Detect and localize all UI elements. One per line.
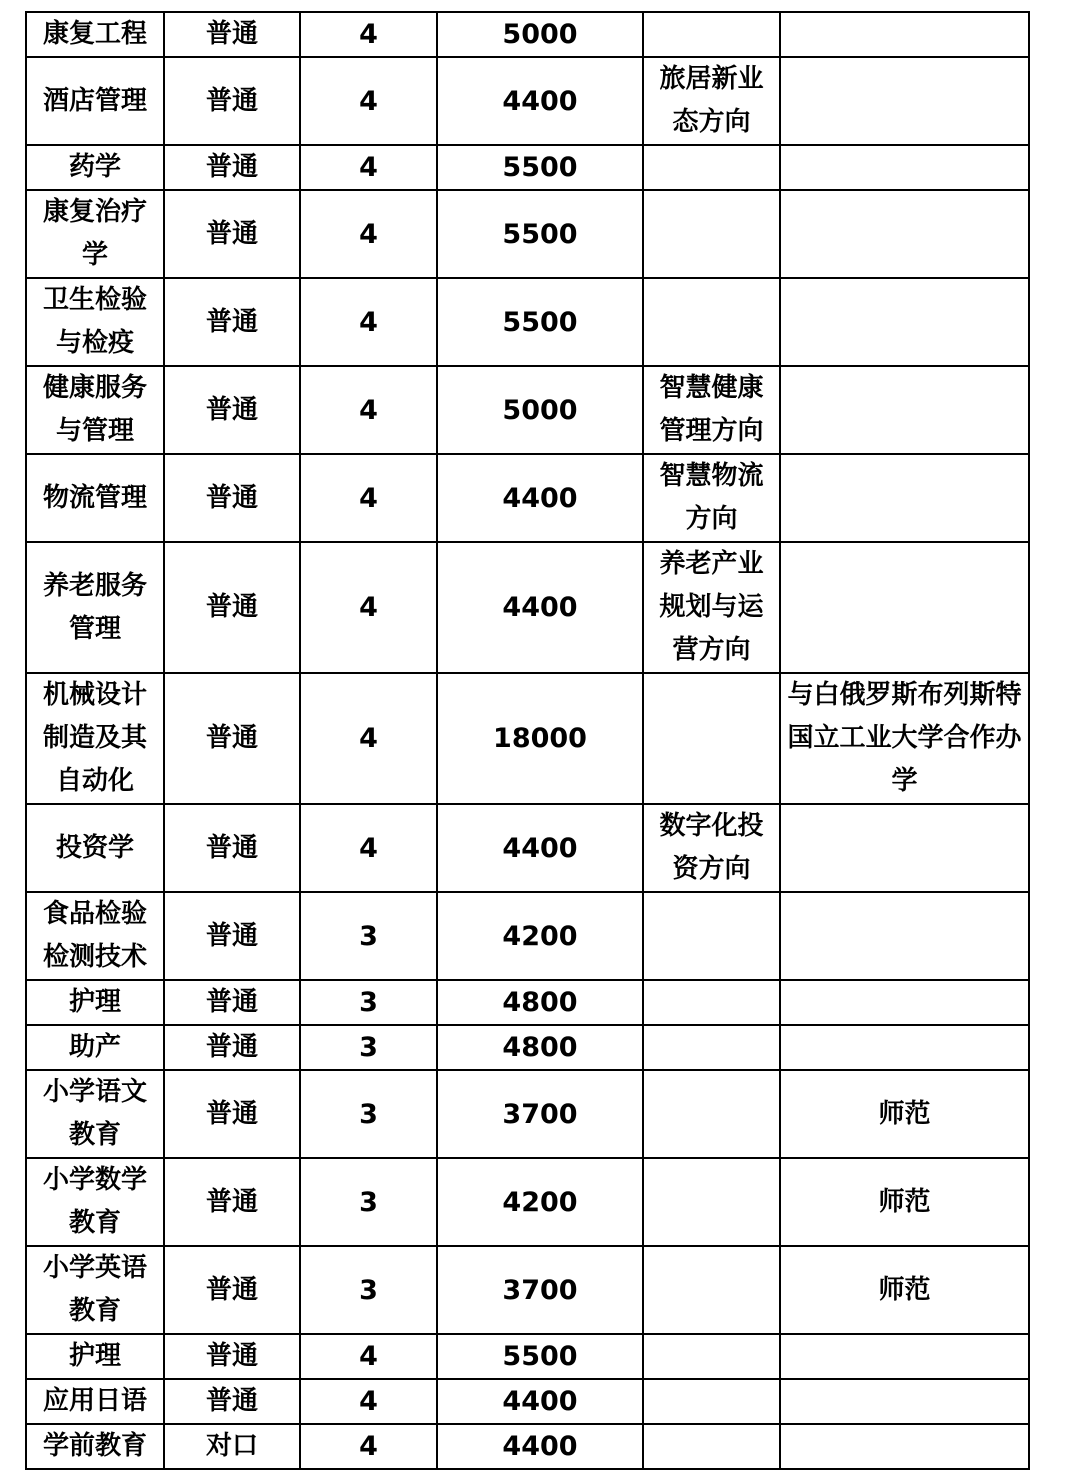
- tuition-cell: 4400: [437, 1424, 643, 1469]
- years-cell: 4: [300, 57, 437, 145]
- tuition-cell: 3700: [437, 1246, 643, 1334]
- years-cell: 4: [300, 366, 437, 454]
- enrollment-type-cell: 普通: [164, 804, 300, 892]
- direction-cell: 旅居新业态方向: [643, 57, 780, 145]
- direction-cell: [643, 190, 780, 278]
- enrollment-type-cell: 对口: [164, 1424, 300, 1469]
- direction-cell: 养老产业规划与运营方向: [643, 542, 780, 673]
- note-cell: [780, 980, 1029, 1025]
- major-name-cell: 护理: [26, 1334, 164, 1379]
- note-cell: [780, 1424, 1029, 1469]
- tuition-cell: 5500: [437, 1334, 643, 1379]
- enrollment-type-cell: 普通: [164, 366, 300, 454]
- direction-cell: 智慧物流方向: [643, 454, 780, 542]
- major-name-cell: 应用日语: [26, 1379, 164, 1424]
- direction-cell: [643, 1334, 780, 1379]
- table-row: [26, 12, 1029, 57]
- years-cell: 3: [300, 1070, 437, 1158]
- years-cell: 4: [300, 1379, 437, 1424]
- tuition-cell: 4200: [437, 892, 643, 980]
- major-name-cell: 机械设计制造及其自动化: [26, 673, 164, 804]
- enrollment-type-cell: 普通: [164, 1246, 300, 1334]
- enrollment-type-cell: 普通: [164, 892, 300, 980]
- direction-cell: [643, 1424, 780, 1469]
- table-row: [26, 673, 1029, 804]
- tuition-cell: 5000: [437, 366, 643, 454]
- majors-table-body: [26, 12, 1029, 1469]
- tuition-cell: 4400: [437, 1379, 643, 1424]
- major-name-cell: 卫生检验与检疫: [26, 278, 164, 366]
- enrollment-type-cell: 普通: [164, 1334, 300, 1379]
- enrollment-type-cell: 普通: [164, 1025, 300, 1070]
- years-cell: 4: [300, 454, 437, 542]
- note-cell: [780, 145, 1029, 190]
- direction-cell: [643, 1070, 780, 1158]
- enrollment-type-cell: 普通: [164, 1379, 300, 1424]
- tuition-cell: 4200: [437, 1158, 643, 1246]
- tuition-cell: 4400: [437, 542, 643, 673]
- table-row: [26, 278, 1029, 366]
- tuition-cell: 4400: [437, 804, 643, 892]
- years-cell: 3: [300, 1025, 437, 1070]
- note-cell: [780, 804, 1029, 892]
- major-name-cell: 助产: [26, 1025, 164, 1070]
- years-cell: 4: [300, 673, 437, 804]
- major-name-cell: 食品检验检测技术: [26, 892, 164, 980]
- direction-cell: [643, 278, 780, 366]
- major-name-cell: 小学语文教育: [26, 1070, 164, 1158]
- enrollment-type-cell: 普通: [164, 454, 300, 542]
- years-cell: 3: [300, 980, 437, 1025]
- enrollment-type-cell: 普通: [164, 1158, 300, 1246]
- note-cell: [780, 454, 1029, 542]
- major-name-cell: 健康服务与管理: [26, 366, 164, 454]
- table-row: [26, 57, 1029, 145]
- direction-cell: [643, 12, 780, 57]
- years-cell: 4: [300, 542, 437, 673]
- enrollment-type-cell: 普通: [164, 57, 300, 145]
- enrollment-type-cell: 普通: [164, 12, 300, 57]
- major-name-cell: 康复治疗学: [26, 190, 164, 278]
- major-name-cell: 投资学: [26, 804, 164, 892]
- note-cell: [780, 892, 1029, 980]
- enrollment-type-cell: 普通: [164, 190, 300, 278]
- table-row: [26, 1424, 1029, 1469]
- tuition-cell: 5500: [437, 190, 643, 278]
- tuition-cell: 4800: [437, 980, 643, 1025]
- direction-cell: [643, 1379, 780, 1424]
- table-row: [26, 145, 1029, 190]
- major-name-cell: 学前教育: [26, 1424, 164, 1469]
- direction-cell: [643, 892, 780, 980]
- enrollment-type-cell: 普通: [164, 1070, 300, 1158]
- direction-cell: [643, 1158, 780, 1246]
- enrollment-type-cell: 普通: [164, 673, 300, 804]
- major-name-cell: 康复工程: [26, 12, 164, 57]
- major-name-cell: 护理: [26, 980, 164, 1025]
- years-cell: 3: [300, 1246, 437, 1334]
- enrollment-type-cell: 普通: [164, 278, 300, 366]
- years-cell: 4: [300, 1424, 437, 1469]
- major-name-cell: 酒店管理: [26, 57, 164, 145]
- table-row: [26, 1246, 1029, 1334]
- note-cell: 师范: [780, 1158, 1029, 1246]
- table-row: [26, 1070, 1029, 1158]
- major-name-cell: 药学: [26, 145, 164, 190]
- note-cell: [780, 12, 1029, 57]
- tuition-cell: 4400: [437, 454, 643, 542]
- table-row: [26, 892, 1029, 980]
- table-row: [26, 1334, 1029, 1379]
- tuition-cell: 5500: [437, 278, 643, 366]
- tuition-cell: 5500: [437, 145, 643, 190]
- years-cell: 4: [300, 190, 437, 278]
- enrollment-type-cell: 普通: [164, 980, 300, 1025]
- major-name-cell: 养老服务管理: [26, 542, 164, 673]
- direction-cell: [643, 980, 780, 1025]
- note-cell: 师范: [780, 1070, 1029, 1158]
- years-cell: 4: [300, 278, 437, 366]
- years-cell: 4: [300, 12, 437, 57]
- note-cell: [780, 190, 1029, 278]
- enrollment-type-cell: 普通: [164, 542, 300, 673]
- direction-cell: [643, 1025, 780, 1070]
- years-cell: 4: [300, 1334, 437, 1379]
- table-row: [26, 804, 1029, 892]
- tuition-cell: 4400: [437, 57, 643, 145]
- years-cell: 4: [300, 145, 437, 190]
- direction-cell: [643, 145, 780, 190]
- note-cell: [780, 542, 1029, 673]
- note-cell: [780, 1379, 1029, 1424]
- table-row: [26, 366, 1029, 454]
- years-cell: 3: [300, 892, 437, 980]
- note-cell: [780, 1334, 1029, 1379]
- note-cell: [780, 1025, 1029, 1070]
- direction-cell: [643, 673, 780, 804]
- major-name-cell: 物流管理: [26, 454, 164, 542]
- major-name-cell: 小学英语教育: [26, 1246, 164, 1334]
- tuition-cell: 18000: [437, 673, 643, 804]
- note-cell: [780, 278, 1029, 366]
- table-row: [26, 190, 1029, 278]
- table-row: [26, 542, 1029, 673]
- enrollment-type-cell: 普通: [164, 145, 300, 190]
- majors-table: [25, 11, 1030, 1470]
- note-cell: [780, 366, 1029, 454]
- years-cell: 3: [300, 1158, 437, 1246]
- table-row: [26, 980, 1029, 1025]
- direction-cell: 智慧健康管理方向: [643, 366, 780, 454]
- direction-cell: 数字化投资方向: [643, 804, 780, 892]
- table-row: [26, 1158, 1029, 1246]
- table-row: [26, 454, 1029, 542]
- major-name-cell: 小学数学教育: [26, 1158, 164, 1246]
- tuition-cell: 4800: [437, 1025, 643, 1070]
- table-row: [26, 1379, 1029, 1424]
- note-cell: 与白俄罗斯布列斯特国立工业大学合作办学: [780, 673, 1029, 804]
- note-cell: [780, 57, 1029, 145]
- tuition-cell: 5000: [437, 12, 643, 57]
- tuition-cell: 3700: [437, 1070, 643, 1158]
- direction-cell: [643, 1246, 780, 1334]
- note-cell: 师范: [780, 1246, 1029, 1334]
- table-row: [26, 1025, 1029, 1070]
- years-cell: 4: [300, 804, 437, 892]
